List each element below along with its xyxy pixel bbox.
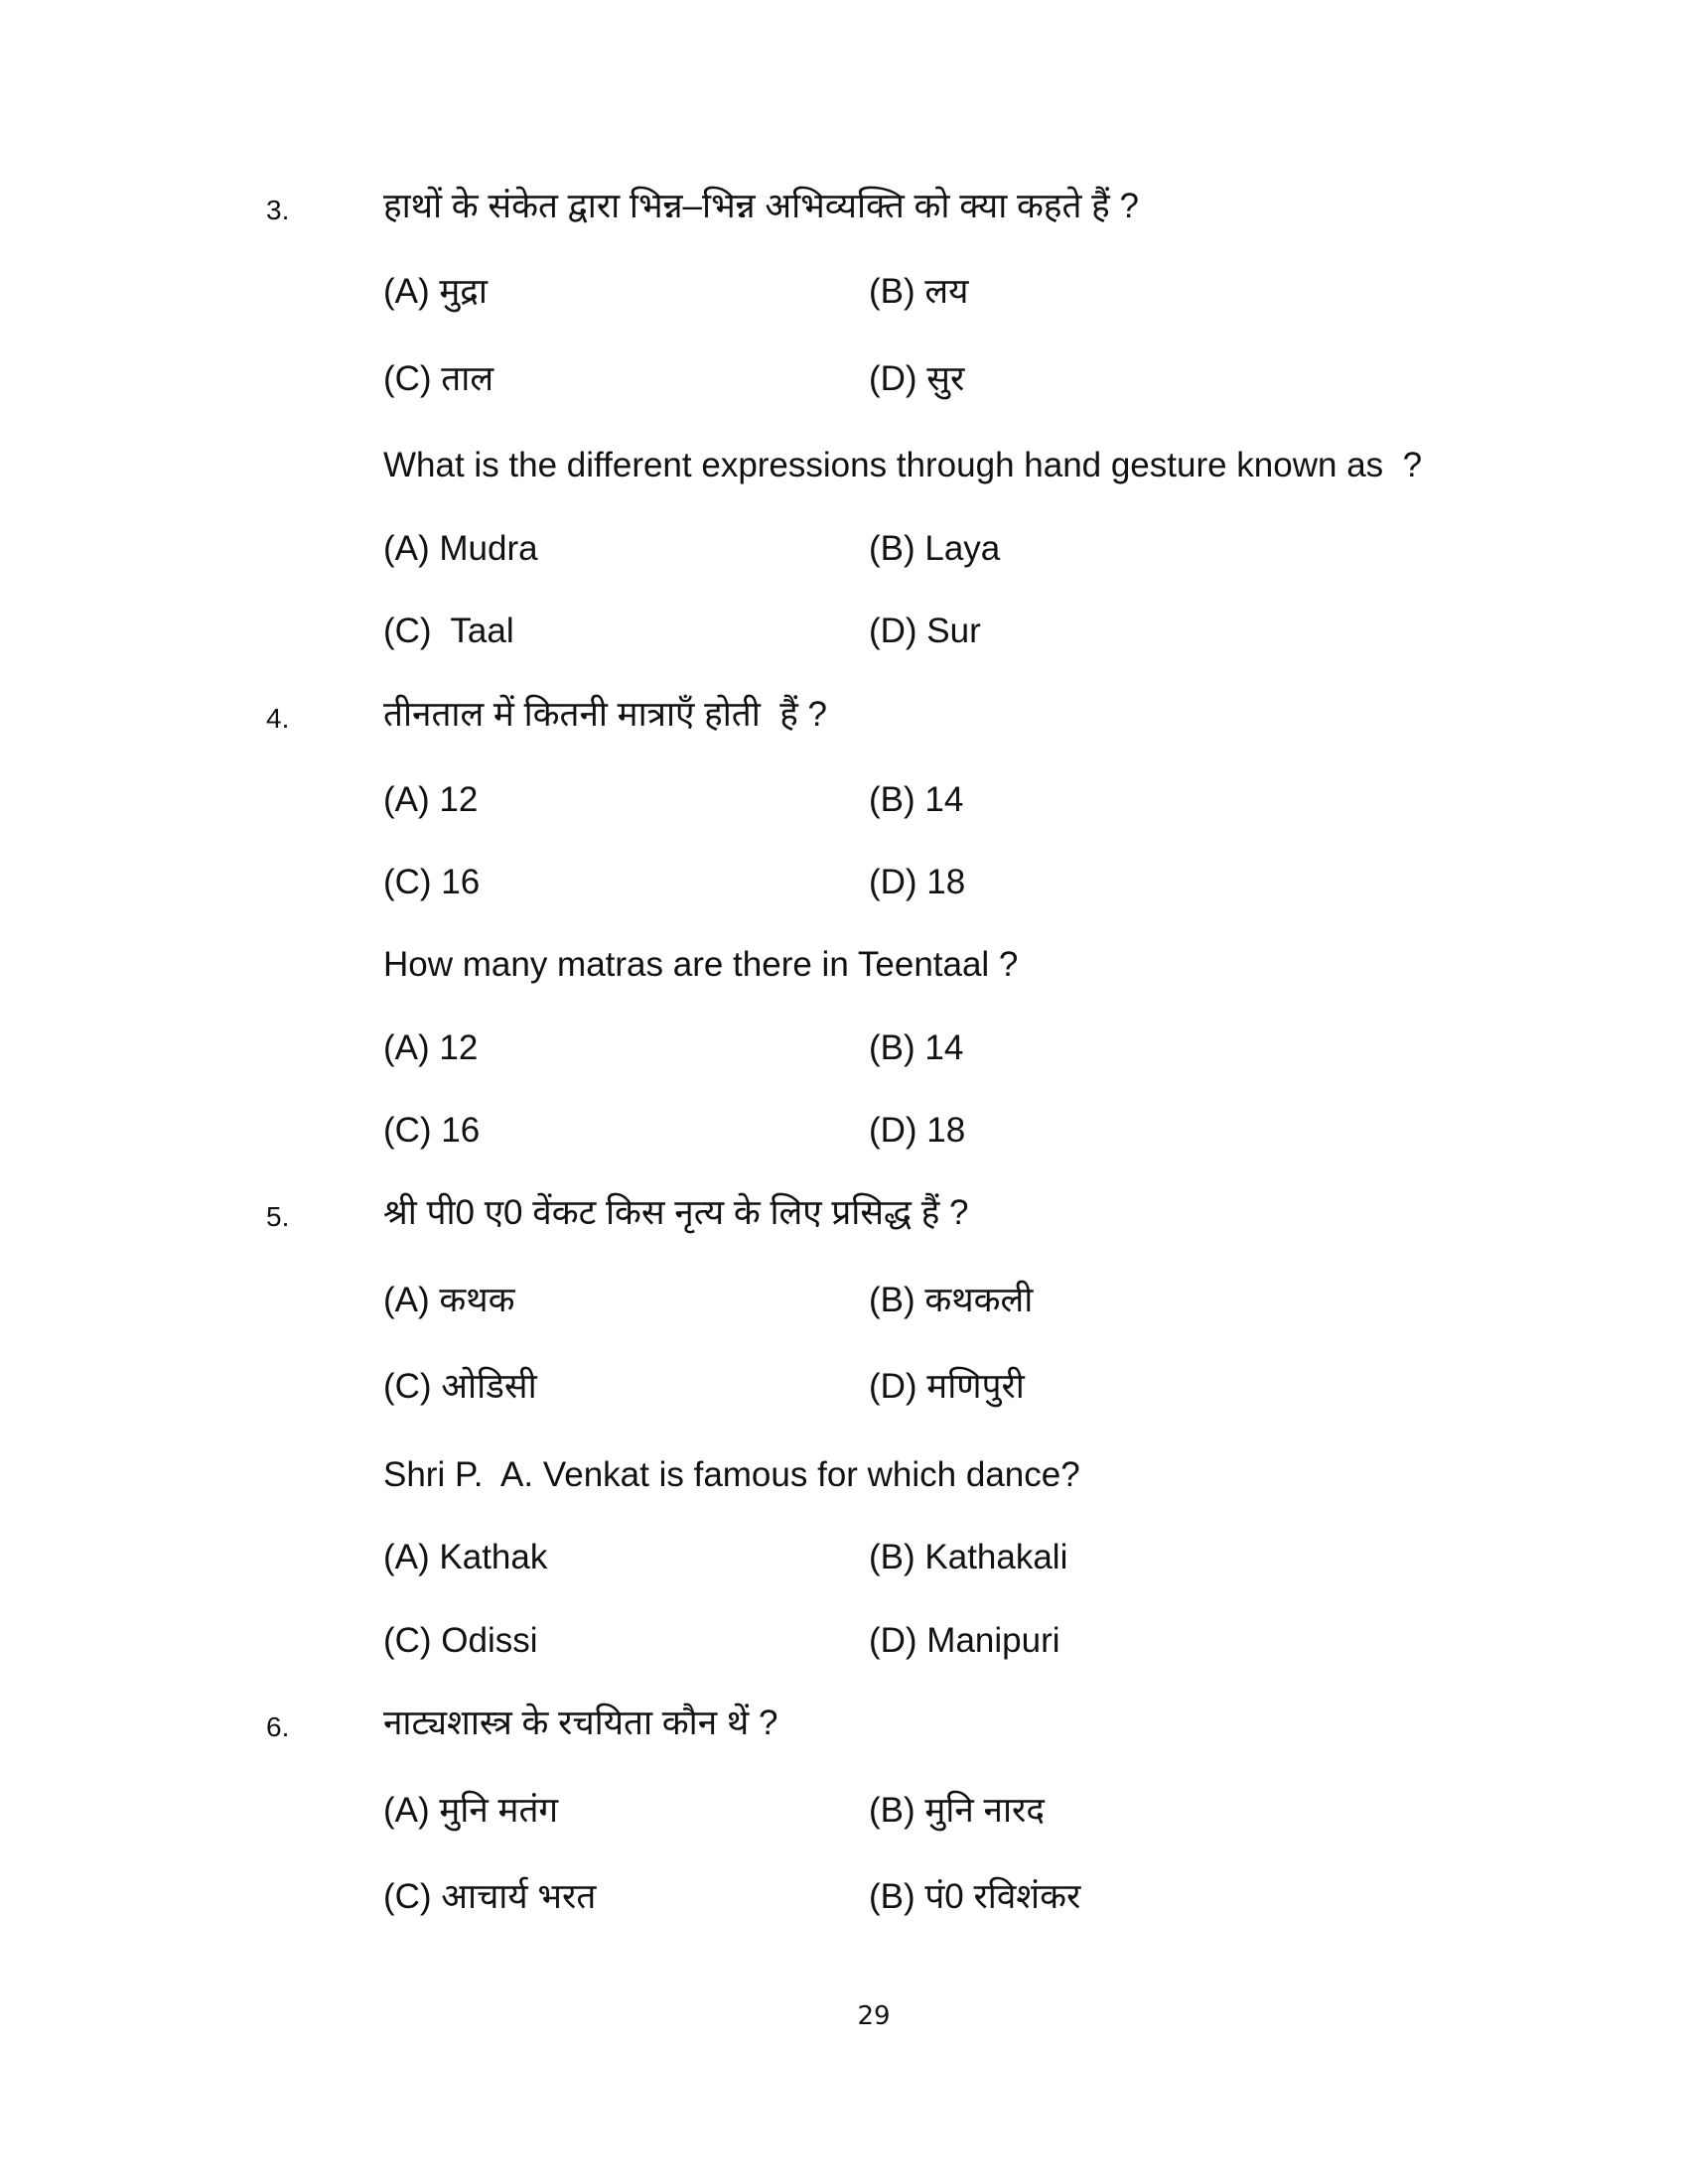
question-hindi: तीनताल में कितनी मात्राएँ होती हैं ?	[383, 695, 828, 734]
option: (D) 18	[869, 863, 966, 901]
question-hindi: श्री पी0 ए0 वेंकट किस नृत्य के लिए प्रसिद्ध हैं ?	[383, 1193, 969, 1232]
option: (A) Mudra	[383, 529, 538, 568]
option: (B) 14	[869, 780, 964, 819]
option: (B) पं0 रविशंकर	[869, 1877, 1081, 1916]
option: (B) Laya	[869, 529, 1001, 568]
option: (D) मणिपुरी	[869, 1367, 1025, 1406]
page-number: 29	[857, 2001, 891, 2031]
option: (D) Manipuri	[869, 1621, 1060, 1660]
option: (B) Kathakali	[869, 1538, 1068, 1576]
option: (B) लय	[869, 272, 969, 311]
question-english: How many matras are there in Teentaal ?	[383, 945, 1019, 984]
option: (A) 12	[383, 780, 479, 819]
question-hindi: हाथों के संकेत द्वारा भिन्न–भिन्न अभिव्यक्ति को क्या कहते हैं ?	[383, 187, 1139, 225]
option: (C) ओडिसी	[383, 1367, 537, 1406]
option: (D) Sur	[869, 612, 981, 650]
question-english: Shri P. A. Venkat is famous for which dance?	[383, 1455, 1080, 1494]
option: (C) ताल	[383, 359, 494, 398]
option: (A) 12	[383, 1028, 479, 1067]
question-number: 4.	[266, 703, 290, 734]
option: (B) कथकली	[869, 1281, 1034, 1319]
option: (C) Odissi	[383, 1621, 538, 1660]
option: (A) मुद्रा	[383, 272, 488, 311]
option: (C) Taal	[383, 612, 514, 650]
option: (C) 16	[383, 863, 481, 901]
option: (B) 14	[869, 1028, 964, 1067]
option: (C) 16	[383, 1111, 481, 1150]
option: (A) कथक	[383, 1281, 515, 1319]
option: (D) सुर	[869, 359, 965, 398]
option: (A) Kathak	[383, 1538, 548, 1576]
option: (D) 18	[869, 1111, 966, 1150]
question-number: 3.	[266, 195, 290, 225]
option: (B) मुनि नारद	[869, 1791, 1045, 1830]
question-english: What is the different expressions through hand gesture known as ?	[383, 446, 1423, 484]
question-hindi: नाट्यशास्त्र के रचयिता कौन थें ?	[383, 1704, 778, 1742]
option: (A) मुनि मतंग	[383, 1791, 559, 1830]
question-number: 5.	[266, 1201, 290, 1232]
option: (C) आचार्य भरत	[383, 1877, 597, 1916]
question-number: 6.	[266, 1711, 290, 1742]
